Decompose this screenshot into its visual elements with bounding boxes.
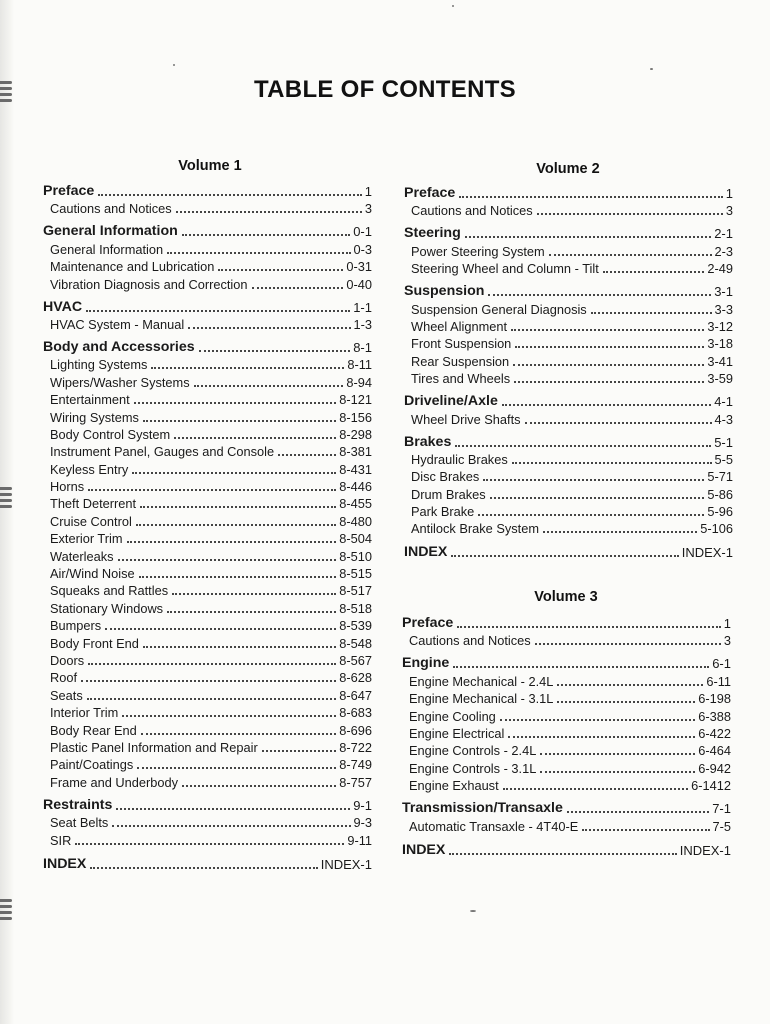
dot-leader — [543, 531, 697, 533]
toc-entry — [404, 519, 733, 536]
toc-entry — [404, 201, 733, 218]
toc-page-number: 8-515 — [339, 566, 372, 582]
toc-label: Front Suspension — [411, 336, 512, 352]
toc-page-number: 0-3 — [353, 241, 372, 257]
dot-leader — [503, 788, 688, 790]
dot-leader — [508, 736, 695, 738]
toc-label: Instrument Panel, Gauges and Console — [50, 444, 275, 460]
toc-entry — [43, 315, 372, 332]
toc-label: Driveline/Axle — [404, 393, 498, 410]
toc-label: Entertainment — [50, 392, 130, 408]
toc-page-number: 5-96 — [707, 504, 733, 520]
toc-entry — [43, 633, 372, 650]
dot-leader — [582, 829, 709, 831]
dot-leader — [549, 254, 712, 256]
toc-page-number: 3 — [364, 201, 372, 217]
dot-leader — [87, 698, 337, 700]
toc-label: Body Front End — [50, 635, 139, 651]
toc-label: Bumpers — [50, 618, 102, 634]
toc-label: Keyless Entry — [50, 461, 129, 477]
toc-label: Plastic Panel Information and Repair — [50, 739, 258, 755]
binder-ring — [0, 484, 12, 524]
toc-entry — [43, 685, 372, 702]
toc-page-number: 8-11 — [347, 357, 372, 373]
toc-page-number: 8-749 — [339, 757, 372, 773]
toc-page-number: 8-757 — [339, 774, 372, 790]
toc-page-number: 8-156 — [339, 409, 372, 425]
toc-label: Seats — [50, 687, 83, 703]
toc-page-number: 3-1 — [714, 284, 733, 300]
dot-leader — [188, 327, 350, 329]
dot-leader — [490, 497, 705, 499]
dot-leader — [451, 555, 678, 557]
toc-page-number: 6-1 — [712, 656, 731, 672]
toc-chapter — [404, 281, 733, 299]
toc-page-number: 1 — [725, 186, 733, 201]
toc-page-number: 8-647 — [339, 687, 372, 703]
toc-chapter — [402, 798, 731, 816]
toc-entry — [43, 703, 372, 720]
dot-leader — [134, 402, 337, 404]
dot-leader — [98, 194, 361, 196]
toc-page-number: 8-722 — [339, 739, 372, 755]
toc-page-number: 5-1 — [714, 434, 733, 450]
toc-page-number: INDEX-1 — [320, 856, 372, 872]
toc-page-number: 8-121 — [339, 392, 372, 408]
dot-leader — [535, 643, 721, 645]
toc-entry — [43, 581, 372, 598]
toc-label: Engine Controls - 3.1L — [409, 760, 537, 776]
toc-page-number: 5-86 — [707, 486, 733, 502]
toc-entry — [43, 407, 372, 424]
toc-entry — [402, 816, 731, 833]
dot-leader — [167, 252, 350, 254]
dot-leader — [537, 213, 723, 215]
dot-leader — [151, 367, 344, 369]
toc-page-number: 3-12 — [707, 318, 733, 334]
binder-ring — [0, 896, 12, 936]
toc-page-number: 8-446 — [339, 479, 372, 495]
toc-label: Body Rear End — [50, 722, 137, 738]
toc-page-number: 1 — [723, 616, 731, 631]
toc-page-number: 8-510 — [339, 548, 372, 564]
dot-leader — [459, 196, 722, 198]
toc-label: Steering Wheel and Column - Tilt — [411, 261, 599, 277]
toc-entry — [43, 494, 372, 511]
toc-page-number: 0-1 — [353, 224, 372, 240]
toc-label: Cruise Control — [50, 513, 132, 529]
toc-entry — [404, 334, 733, 351]
toc-page-number: 9-1 — [353, 797, 372, 813]
toc-page-number: 8-1 — [353, 339, 372, 355]
toc-label: Steering — [404, 225, 461, 242]
toc-label: Engine Exhaust — [409, 778, 499, 794]
toc-entry — [404, 450, 733, 467]
toc-label: Wheel Alignment — [411, 318, 508, 334]
toc-chapter — [402, 613, 731, 631]
toc-entry — [404, 259, 733, 276]
toc-entry — [43, 355, 372, 372]
toc-page-number: 6-422 — [698, 725, 731, 741]
toc-label: Preface — [404, 185, 456, 201]
toc-entry — [404, 317, 733, 334]
toc-chapter — [43, 181, 372, 199]
toc-entry — [43, 738, 372, 755]
toc-page-number: 5-71 — [707, 469, 733, 485]
dot-leader — [218, 269, 343, 271]
toc-page-number: 3 — [725, 203, 733, 219]
toc-chapter — [404, 183, 733, 201]
toc-entry — [404, 299, 733, 316]
dot-leader — [88, 489, 336, 491]
toc-page-number: 0-31 — [346, 259, 372, 275]
toc-page-number: 8-628 — [339, 670, 372, 686]
toc-label: Engine Controls - 2.4L — [409, 743, 537, 759]
toc-entry — [43, 546, 372, 563]
dot-leader — [143, 420, 336, 422]
dot-leader — [182, 234, 350, 236]
toc-chapter — [404, 223, 733, 241]
toc-page-number: 8-455 — [339, 496, 372, 512]
toc-label: Wipers/Washer Systems — [50, 374, 190, 390]
toc-entry — [402, 689, 731, 706]
toc-entry — [43, 720, 372, 737]
dot-leader — [90, 867, 317, 869]
toc-entry — [43, 511, 372, 528]
toc-page-number: 3-3 — [714, 301, 733, 317]
dot-leader — [137, 767, 336, 769]
toc-page-number: 8-548 — [339, 635, 372, 651]
dot-leader — [139, 576, 337, 578]
toc-page-number: 8-518 — [339, 600, 372, 616]
toc-label: Disc Brakes — [411, 469, 480, 485]
toc-label: Transmission/Transaxle — [402, 800, 563, 817]
dot-leader — [182, 785, 336, 787]
toc-entry — [43, 442, 372, 459]
toc-label: Engine Mechanical - 2.4L — [409, 673, 554, 689]
toc-label: Body Control System — [50, 426, 171, 442]
dot-leader — [478, 514, 704, 516]
volume-2-heading: Volume 2 — [536, 161, 600, 177]
toc-label: Automatic Transaxle - 4T40-E — [409, 818, 579, 834]
toc-label: Engine — [402, 655, 450, 672]
dot-leader — [483, 479, 704, 481]
toc-entry — [402, 724, 731, 741]
toc-entry — [43, 830, 372, 847]
toc-page-number: 8-683 — [339, 705, 372, 721]
toc-label: Roof — [50, 670, 78, 686]
dot-leader — [112, 825, 350, 827]
dot-leader — [603, 271, 705, 273]
toc-label: Doors — [50, 652, 85, 668]
dot-leader — [167, 611, 336, 613]
toc-entry — [402, 776, 731, 793]
dot-leader — [455, 445, 711, 447]
dot-leader — [488, 294, 711, 296]
toc-page-number: 5-5 — [714, 451, 733, 467]
toc-entry — [43, 755, 372, 772]
toc-entry — [404, 409, 733, 426]
dot-leader — [511, 329, 704, 331]
toc-page-number: 8-298 — [339, 426, 372, 442]
dot-leader — [465, 236, 711, 238]
toc-page-number: 3-59 — [707, 371, 733, 387]
toc-label: Horns — [50, 479, 85, 495]
toc-label: Suspension General Diagnosis — [411, 301, 587, 317]
toc-page-number: 8-567 — [339, 652, 372, 668]
dot-leader — [199, 350, 351, 352]
toc-label: Cautions and Notices — [411, 203, 533, 219]
volume-3-heading: Volume 3 — [534, 589, 598, 605]
toc-label: Antilock Brake System — [411, 521, 540, 537]
toc-entry — [402, 631, 731, 648]
toc-page-number: 4-3 — [714, 411, 733, 427]
dot-leader — [512, 462, 712, 464]
toc-label: HVAC — [43, 298, 83, 315]
dot-leader — [143, 646, 336, 648]
dot-leader — [567, 811, 709, 813]
toc-entry — [43, 425, 372, 442]
toc-page-number: 1-3 — [353, 316, 372, 332]
toc-page-number: 8-517 — [339, 583, 372, 599]
toc-page-number: 2-49 — [707, 261, 733, 277]
toc-label: INDEX — [43, 855, 87, 872]
toc-label: Body and Accessories — [43, 338, 195, 355]
toc-entry — [43, 668, 372, 685]
dot-leader — [525, 422, 712, 424]
toc-chapter — [43, 337, 372, 355]
dot-leader — [540, 771, 695, 773]
dot-leader — [140, 506, 336, 508]
dot-leader — [88, 663, 336, 665]
toc-entry — [43, 616, 372, 633]
toc-chapter — [43, 795, 372, 813]
toc-entry — [43, 390, 372, 407]
toc-entry — [404, 351, 733, 368]
volume-1-toc — [43, 181, 372, 872]
scan-speck — [650, 68, 653, 70]
toc-entry — [43, 598, 372, 615]
toc-label: Restraints — [43, 796, 113, 813]
toc-page-number: 8-539 — [339, 618, 372, 634]
toc-page-number: INDEX-1 — [679, 842, 731, 858]
toc-label: Seat Belts — [50, 815, 109, 831]
scan-speck — [470, 910, 476, 912]
toc-label: Theft Deterrent — [50, 496, 137, 512]
page-title: TABLE OF CONTENTS — [254, 76, 516, 103]
toc-page-number: 3-18 — [707, 336, 733, 352]
dot-leader — [176, 211, 362, 213]
dot-leader — [457, 626, 720, 628]
toc-entry — [43, 459, 372, 476]
toc-entry — [43, 651, 372, 668]
dot-leader — [81, 680, 336, 682]
toc-label: Air/Wind Noise — [50, 566, 135, 582]
toc-entry — [43, 564, 372, 581]
toc-label: Rear Suspension — [411, 353, 510, 369]
toc-label: General Information — [43, 223, 178, 240]
toc-page-number: 6-388 — [698, 708, 731, 724]
toc-index — [43, 854, 372, 872]
dot-leader — [591, 312, 712, 314]
toc-label: Suspension — [404, 283, 485, 300]
toc-entry — [404, 484, 733, 501]
toc-entry — [402, 671, 731, 688]
toc-index — [402, 840, 731, 858]
toc-label: Squeaks and Rattles — [50, 583, 169, 599]
toc-page-number: 3 — [723, 633, 731, 649]
dot-leader — [453, 666, 709, 668]
toc-label: Hydraulic Brakes — [411, 451, 508, 467]
toc-page-number: 1-1 — [353, 299, 372, 315]
toc-entry — [43, 772, 372, 789]
toc-label: Cautions and Notices — [409, 633, 531, 649]
toc-label: Brakes — [404, 433, 452, 450]
toc-entry — [404, 502, 733, 519]
dot-leader — [86, 310, 350, 312]
toc-page-number: 8-431 — [339, 461, 372, 477]
toc-label: Engine Cooling — [409, 708, 496, 724]
toc-entry — [402, 758, 731, 775]
toc-page-number: 5-106 — [700, 521, 733, 537]
dot-leader — [262, 750, 337, 752]
toc-page-number: 6-1412 — [691, 778, 731, 794]
dot-leader — [515, 346, 704, 348]
toc-label: General Information — [50, 241, 164, 257]
toc-label: Wheel Drive Shafts — [411, 411, 521, 427]
toc-page-number: 8-696 — [339, 722, 372, 738]
toc-page-number: 7-1 — [712, 801, 731, 817]
dot-leader — [132, 472, 336, 474]
toc-label: Frame and Underbody — [50, 774, 179, 790]
toc-page-number: 9-11 — [347, 832, 372, 848]
toc-entry — [404, 467, 733, 484]
dot-leader — [122, 715, 336, 717]
toc-page-number: 0-40 — [346, 276, 372, 292]
dot-leader — [557, 701, 695, 703]
toc-entry — [402, 706, 731, 723]
toc-page-number: 6-464 — [698, 743, 731, 759]
toc-chapter — [402, 653, 731, 671]
toc-page-number: 8-480 — [339, 513, 372, 529]
dot-leader — [449, 853, 676, 855]
toc-page-number: 8-381 — [339, 444, 372, 460]
toc-entry — [43, 199, 372, 216]
toc-entry — [43, 529, 372, 546]
toc-label: Lighting Systems — [50, 357, 148, 373]
toc-label: INDEX — [404, 544, 448, 561]
toc-page-number: 6-198 — [698, 691, 731, 707]
toc-page-number: 8-504 — [339, 531, 372, 547]
toc-label: Waterleaks — [50, 548, 114, 564]
scan-speck — [173, 64, 175, 66]
toc-page-number: 2-1 — [714, 226, 733, 242]
dot-leader — [105, 628, 336, 630]
toc-label: SIR — [50, 832, 72, 848]
toc-entry — [43, 813, 372, 830]
toc-page-number: 7-5 — [712, 818, 731, 834]
toc-chapter — [43, 297, 372, 315]
toc-label: Drum Brakes — [411, 486, 486, 502]
toc-index — [404, 542, 733, 560]
toc-chapter — [43, 221, 372, 239]
toc-page-number: 4-1 — [714, 394, 733, 410]
toc-entry — [402, 741, 731, 758]
dot-leader — [252, 287, 344, 289]
dot-leader — [278, 454, 336, 456]
volume-2-toc — [404, 183, 733, 560]
volume-1-heading: Volume 1 — [178, 158, 242, 174]
dot-leader — [513, 364, 704, 366]
toc-label: Paint/Coatings — [50, 757, 134, 773]
toc-label: Power Steering System — [411, 243, 545, 259]
toc-label: HVAC System - Manual — [50, 316, 185, 332]
toc-label: Tires and Wheels — [411, 371, 511, 387]
toc-entry — [43, 274, 372, 291]
toc-entry — [43, 257, 372, 274]
toc-page-number: 3-41 — [707, 353, 733, 369]
dot-leader — [174, 437, 336, 439]
toc-chapter — [404, 391, 733, 409]
toc-label: Exterior Trim — [50, 531, 123, 547]
dot-leader — [141, 733, 336, 735]
toc-chapter — [404, 432, 733, 450]
toc-label: INDEX — [402, 841, 446, 858]
toc-entry — [404, 369, 733, 386]
toc-entry — [404, 241, 733, 258]
toc-page-number: 6-11 — [706, 673, 731, 689]
dot-leader — [118, 559, 337, 561]
toc-label: Preface — [402, 615, 454, 631]
toc-page-number: 1 — [364, 184, 372, 199]
toc-label: Preface — [43, 183, 95, 199]
dot-leader — [194, 385, 344, 387]
toc-page-number: 9-3 — [353, 815, 372, 831]
toc-label: Vibration Diagnosis and Correction — [50, 276, 248, 292]
toc-label: Engine Electrical — [409, 725, 505, 741]
dot-leader — [172, 593, 336, 595]
toc-label: Wiring Systems — [50, 409, 139, 425]
scan-speck — [452, 5, 454, 7]
toc-label: Maintenance and Lubrication — [50, 259, 215, 275]
toc-entry — [43, 477, 372, 494]
dot-leader — [502, 404, 711, 406]
toc-label: Stationary Windows — [50, 600, 164, 616]
dot-leader — [540, 753, 695, 755]
toc-label: Engine Mechanical - 3.1L — [409, 691, 554, 707]
toc-entry — [43, 239, 372, 256]
dot-leader — [500, 719, 695, 721]
toc-label: Park Brake — [411, 504, 475, 520]
toc-page-number: 8-94 — [346, 374, 372, 390]
dot-leader — [75, 843, 344, 845]
dot-leader — [514, 381, 704, 383]
toc-entry — [43, 372, 372, 389]
toc-page-number: 6-942 — [698, 760, 731, 776]
toc-page-number: 2-3 — [714, 243, 733, 259]
dot-leader — [127, 541, 337, 543]
dot-leader — [116, 808, 350, 810]
toc-label: Interior Trim — [50, 705, 119, 721]
dot-leader — [557, 684, 703, 686]
dot-leader — [136, 524, 336, 526]
toc-label: Cautions and Notices — [50, 201, 172, 217]
toc-page-number: INDEX-1 — [681, 545, 733, 561]
volume-3-toc — [402, 613, 731, 858]
